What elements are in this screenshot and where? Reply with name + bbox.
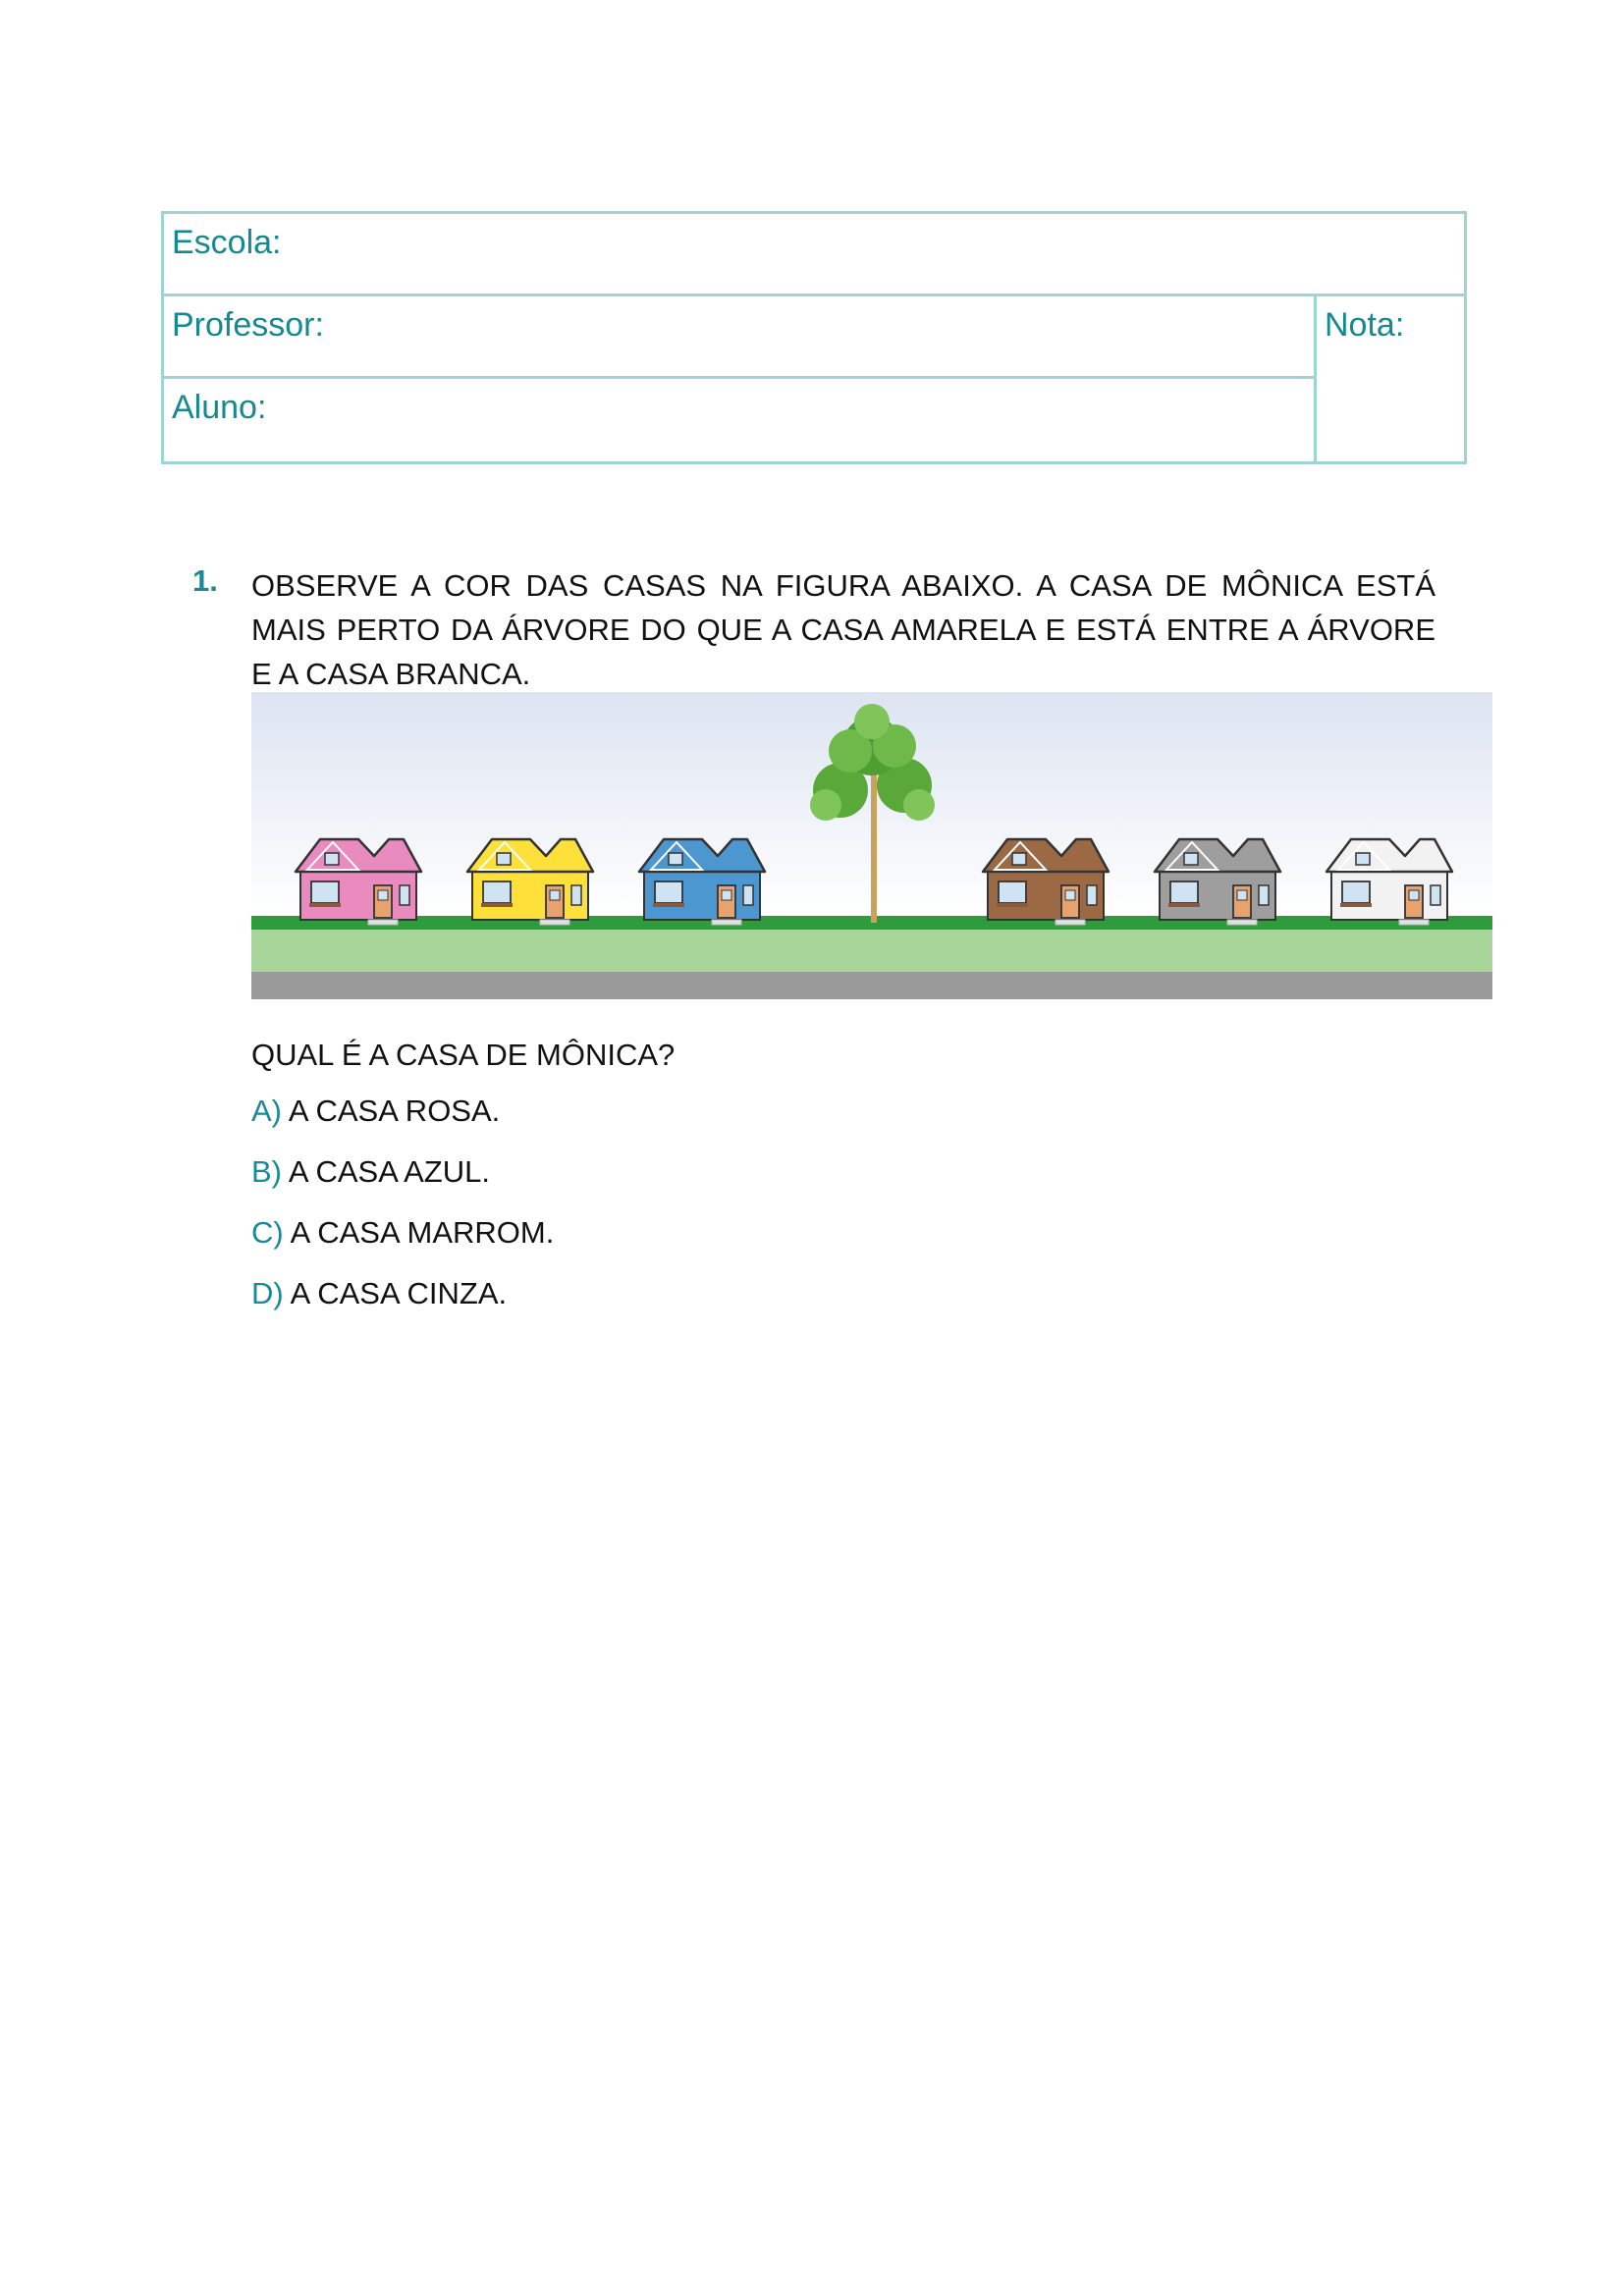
option-text: A CASA MARROM. [290, 1215, 555, 1250]
option-a[interactable] [251, 1094, 500, 1129]
lawn [251, 930, 1492, 972]
student-field[interactable] [164, 379, 1317, 461]
road [251, 972, 1492, 999]
house-white-icon [1326, 839, 1452, 925]
option-text: A CASA CINZA. [290, 1276, 508, 1310]
option-d[interactable] [251, 1276, 507, 1311]
option-b[interactable] [251, 1154, 490, 1190]
house-yellow-icon [467, 839, 593, 925]
grade-label: Nota: [1325, 306, 1405, 344]
option-letter: B) [251, 1154, 282, 1189]
option-text: A CASA AZUL. [288, 1154, 490, 1189]
teacher-label: Professor: [172, 306, 324, 344]
question-number: 1. [192, 563, 218, 598]
teacher-field[interactable] [164, 296, 1317, 379]
question-prompt: QUAL É A CASA DE MÔNICA? [251, 1038, 676, 1072]
option-c[interactable] [251, 1215, 554, 1251]
houses-illustration [251, 692, 1492, 999]
school-label: Escola: [172, 224, 282, 261]
option-letter: A) [251, 1094, 282, 1128]
house-brown-icon [983, 839, 1109, 925]
option-letter: C) [251, 1215, 284, 1250]
student-label: Aluno: [172, 389, 267, 426]
question-text: OBSERVE A COR DAS CASAS NA FIGURA ABAIXO. A CASA DE MÔNICA ESTÁ MAIS PERTO DA ÁRVORE DO QUE A CASA AMARELA E ESTÁ ENTRE A ÁRVORE E A CASA BRANCA. [251, 568, 1435, 691]
school-field[interactable] [164, 214, 1464, 296]
option-letter: D) [251, 1276, 284, 1310]
option-text: A CASA ROSA. [288, 1094, 501, 1128]
house-pink-icon [296, 839, 421, 925]
grade-field[interactable] [1317, 296, 1464, 461]
header-table [161, 211, 1467, 464]
house-gray-icon [1155, 839, 1280, 925]
house-blue-icon [639, 839, 765, 925]
